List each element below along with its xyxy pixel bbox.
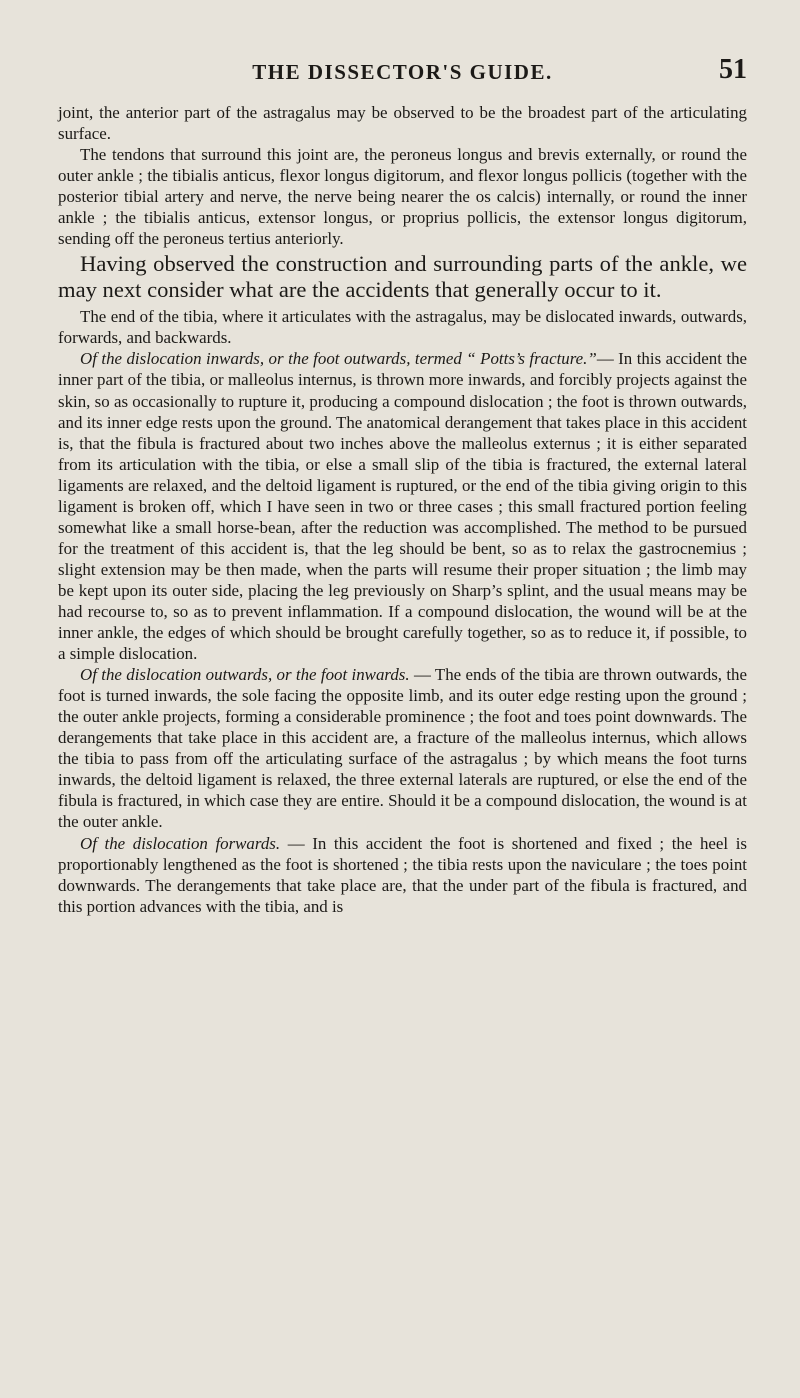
- section-heading-dislocation-forwards: Of the dislocation forwards.: [80, 833, 281, 853]
- paragraph-text: — In this accident the foot is shortened and fixed ; the heel is proportionably lengthened as the foot is shortened ; the tibia rests upon the naviculare ; the toes point downwards. The derangements that take place are, that the under part of the fibula is fractured, and this portion advances with the tibia, and is: [58, 833, 748, 916]
- paragraph-text: The tendons that surround this joint are, the peroneus longus and brevis externally, or round the outer ankle ; the tibialis anticus, flexor longus digitorum, and flexor longus pollicis (together with the posterior tibial artery and nerve, the nerve being nearer the os calcis) internally, or round the inner ankle ; the tibialis anticus, extensor longus, or proprius pollicis, the extensor longus digitorum, sending off the peroneus tertius anteriorly.: [58, 145, 747, 249]
- paragraph-ankle-joint: [58, 102, 747, 144]
- running-head: [58, 52, 747, 92]
- paragraph-text: — The ends of the tibia are thrown outwards, the foot is turned inwards, the sole facing the opposite limb, and its outer edge resting upon the ground ; the outer ankle projects, forming a considerable prominence ; the foot and toes point downwards. The derangements that take place in this accident are, a fracture of the malleolus internus, which allows the tibia to pass from off the articulating surface of the astragalus ; by which means the foot turns inwards, the deltoid ligament is relaxed, the three external laterals are ruptured, or else the end of the fibula is fractured, in which case they are entire. Should it be a compound dislocation, the wound is at the outer ankle.: [58, 665, 747, 832]
- paragraph-dislocation-forwards: [58, 833, 747, 917]
- paragraph-dislocation-inwards: [58, 348, 747, 664]
- paragraph-text: The end of the tibia, where it articulates with the astragalus, may be dislocated inwards, outwards, forwards, and backwards.: [58, 307, 747, 348]
- section-heading-dislocation-inwards: Of the dislocation inwards, or the foot outwards, termed “ Potts’s fracture.”: [80, 349, 597, 369]
- running-title: THE DISSECTOR'S GUIDE.: [252, 60, 553, 84]
- paragraph-tendons: [58, 144, 747, 249]
- page-number: 51: [719, 54, 747, 85]
- body-text: [58, 102, 747, 917]
- paragraph-text: — In this accident the inner part of the tibia, or malleolus internus, is thrown more inwards, and forcibly projects against the skin, so as occasionally to rupture it, producing a compound dislocation ; the foot is thrown outwards, and its inner edge rests upon the ground. The anatomical derangement that takes place in this accident is, that the fibula is fractured about two inches above the malleolus externus ; it is either separated from its articulation with the tibia, or else a small slip of the tibia is fractured, the external lateral ligaments are relaxed, and the deltoid ligament is ruptured, or the end of the tibia giving origin to this ligament is broken off, which I have seen in two or three cases ; this small fractured portion feeling somewhat like a small horse-bean, after the reduction was accomplished. The method to be pursued for the treatment of this accident is, that the leg should be bent, so as to relax the gastrocnemius ; slight extension may be then made, when the parts will resume their proper situation ; the limb may be kept upon its outer side, placing the leg previously on Sharp’s splint, and the usual means may be had recourse to, so as to prevent inflammation. If a compound dislocation, the wound will be at the inner ankle, the edges of which should be brought carefully together, so as to reduce it, if possible, to a simple dislocation.: [58, 349, 748, 664]
- paragraph-text: joint, the anterior part of the astragalus may be observed to be the broadest part of the articulating surface.: [58, 103, 747, 144]
- paragraph-text: Having observed the construction and surrounding parts of the ankle, we may next consider what are the accidents that generally occur to it.: [58, 251, 747, 303]
- paragraph-tibia-dislocation: [58, 306, 747, 348]
- section-heading-dislocation-outwards: Of the dislocation outwards, or the foot inwards.: [80, 665, 410, 685]
- paragraph-accidents-intro: [58, 251, 747, 303]
- paragraph-dislocation-outwards: [58, 664, 747, 832]
